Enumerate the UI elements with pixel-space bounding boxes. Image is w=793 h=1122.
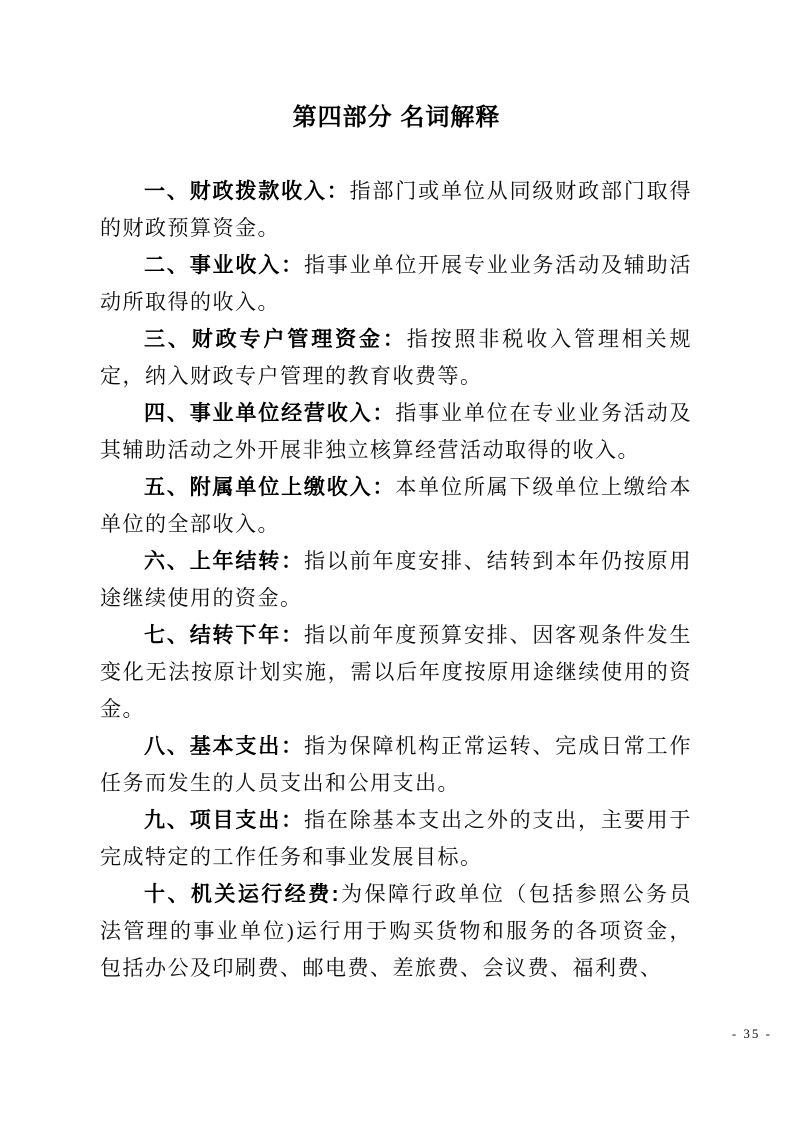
term-paragraph <box>100 617 692 728</box>
term-label: 一、财政拨款收入： <box>144 180 350 203</box>
term-paragraph <box>100 247 692 321</box>
term-definition: 指以前年度预算安排、因客观条件发生变化无法按原计划实施，需以后年度按原用途继续使用的资金。 <box>100 623 693 721</box>
term-definition: 指为保障机构正常运转、完成日常工作任务而发生的人员支出和公用支出。 <box>100 734 693 795</box>
term-definition: 指按照非税收入管理相关规定，纳入财政专户管理的教育收费等。 <box>100 327 692 388</box>
term-label: 九、项目支出： <box>144 809 304 832</box>
term-label: 五、附属单位上缴收入： <box>144 476 396 499</box>
term-label: 四、事业单位经营收入： <box>144 402 396 425</box>
term-paragraph <box>100 543 692 617</box>
term-label: 十、机关运行经费: <box>144 883 341 906</box>
term-definition: 本单位所属下级单位上缴给本单位的全部收入。 <box>100 475 693 536</box>
term-paragraph <box>100 321 692 395</box>
term-definition: 指事业单位在专业业务活动及其辅助活动之外开展非独立核算经营活动取得的收入。 <box>100 401 693 462</box>
term-paragraph <box>100 395 692 469</box>
page-number: - 35 - <box>731 1026 772 1041</box>
term-definition: 指在除基本支出之外的支出，主要用于完成特定的工作任务和事业发展目标。 <box>100 808 693 869</box>
term-label: 八、基本支出： <box>144 735 304 758</box>
term-paragraph <box>100 876 692 987</box>
term-paragraph <box>100 728 692 802</box>
term-definition: 为保障行政单位（包括参照公务员法管理的事业单位)运行用于购买货物和服务的各项资金，包括办公及印刷费、邮电费、差旅费、会议费、福利费、 <box>100 882 693 980</box>
term-label: 三、财政专户管理资金： <box>144 328 407 351</box>
term-definition: 指事业单位开展专业业务活动及辅助活动所取得的收入。 <box>100 253 693 314</box>
term-paragraph <box>100 802 692 876</box>
term-definition: 指以前年度安排、结转到本年仍按原用途继续使用的资金。 <box>100 549 693 610</box>
term-paragraph <box>100 469 692 543</box>
terms-list <box>100 173 692 987</box>
term-paragraph <box>100 173 692 247</box>
term-definition: 指部门或单位从同级财政部门取得的财政预算资金。 <box>100 179 693 240</box>
term-label: 七、结转下年： <box>144 624 304 647</box>
term-label: 六、上年结转： <box>144 550 304 573</box>
page-title: 第四部分 名词解释 <box>292 104 501 131</box>
term-label: 二、事业收入： <box>144 254 304 277</box>
